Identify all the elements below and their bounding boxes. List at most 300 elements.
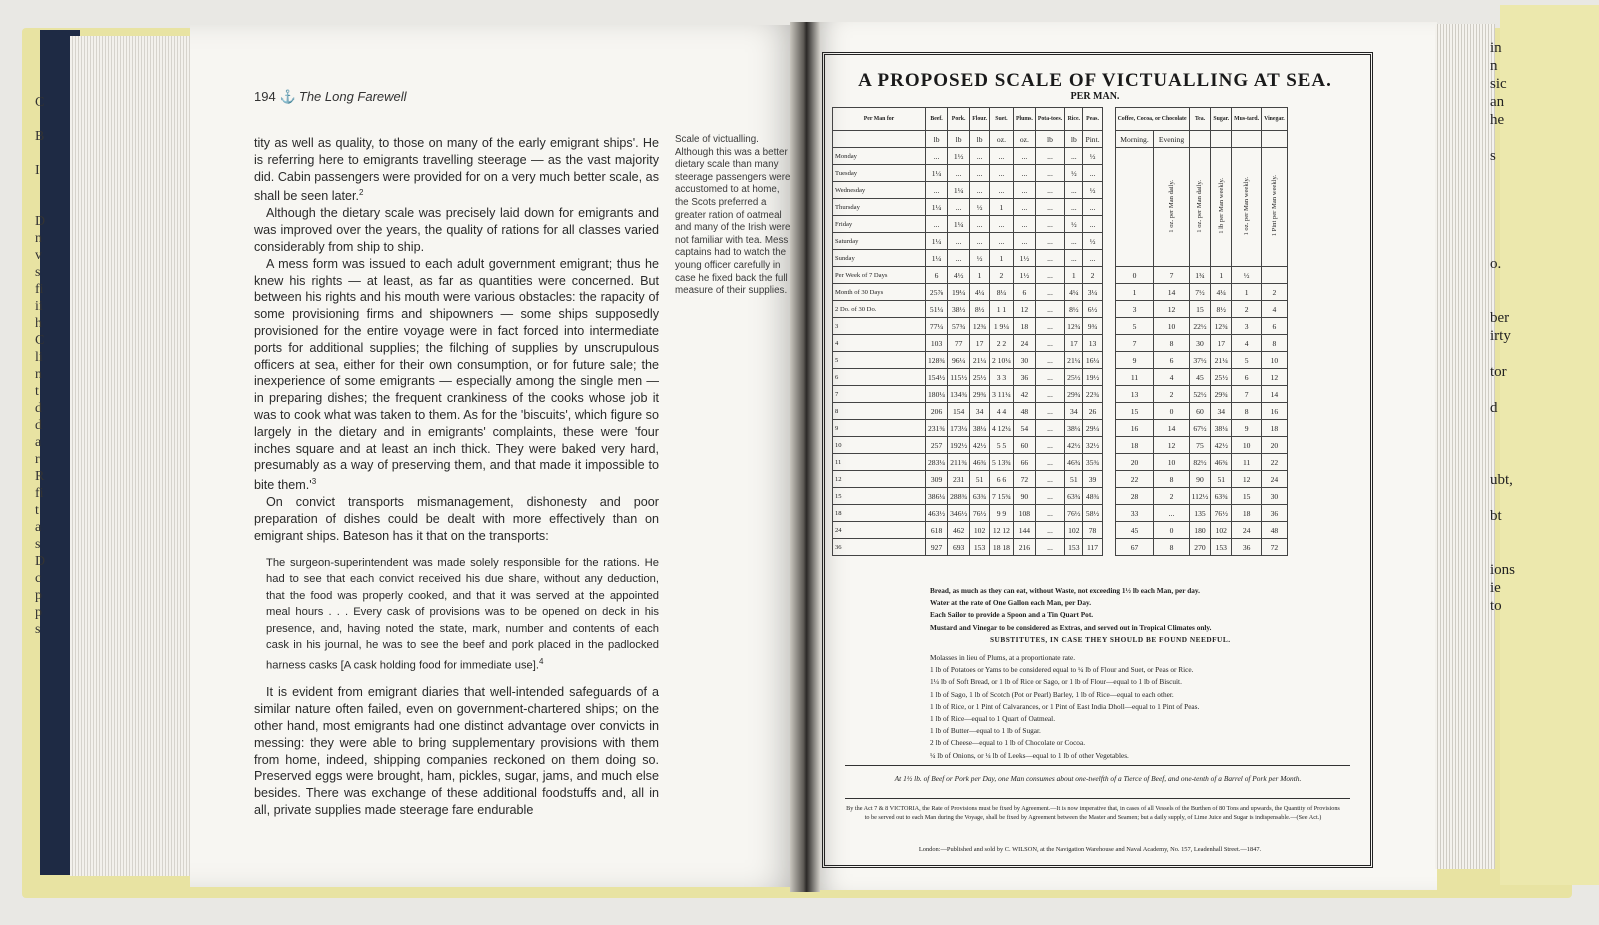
table-cell [1115,148,1154,267]
table-row [833,522,1288,539]
column-gap [1102,250,1115,267]
table-cell: 17 [970,335,990,352]
table-row [833,369,1288,386]
table-cell: 51¼ [926,301,948,318]
table-cell: 211¾ [948,454,970,471]
row-label: Wednesday [833,182,926,199]
cover-text-line [1490,274,1570,292]
column-gap [1102,420,1115,437]
row-label: Saturday [833,233,926,250]
table-cell: 7 [1115,335,1154,352]
cover-text-line: a [35,520,42,535]
column-header: Vinegar. [1262,108,1288,131]
table-cell: 13 [1083,335,1102,352]
table-cell: 283¼ [926,454,948,471]
table-cell: 6 [1262,318,1288,335]
table-cell: 270 [1189,539,1211,556]
cover-text-line: ions [1490,562,1516,578]
table-cell: 52½ [1189,386,1211,403]
substitute-line: 1¼ lb of Soft Bread, or 1 lb of Rice or Sago, or 1 lb of Flour—equal to 1 lb of Biscuit. [930,677,1182,687]
unit-cell [1211,131,1232,148]
table-cell: 38¼ [1065,420,1083,437]
cover-text-line [35,180,55,197]
table-cell: ... [948,165,970,182]
table-cell: ... [970,165,990,182]
table-cell: 15 [1115,403,1154,420]
table-cell: 29¾ [970,386,990,403]
table-cell: 1½ [1013,250,1035,267]
table-cell: 42½ [970,437,990,454]
row-label: Friday [833,216,926,233]
table-cell: 48 [1262,522,1288,539]
sheet-title: A PROPOSED SCALE OF VICTUALLING AT SEA. [858,70,1332,91]
table-cell: 180¼ [926,386,948,403]
table-cell: 1 [1232,284,1262,301]
table-cell: ... [1035,471,1064,488]
table-cell: 103 [926,335,948,352]
table-cell: 9 9 [989,505,1013,522]
table-cell: 12 [1013,301,1035,318]
table-cell: 8¼ [989,284,1013,301]
table-cell: 26 [1083,403,1102,420]
table-row [833,267,1288,284]
table-cell: 257 [926,437,948,454]
substitutes-heading: SUBSTITUTES, IN CASE THEY SHOULD BE FOUND NEEDFUL. [990,634,1231,644]
table-cell: ½ [1083,233,1102,250]
table-cell: 36 [1262,505,1288,522]
table-cell: 21¼ [1065,352,1083,369]
vertical-note-text: 1 lb per Man weekly. [1217,178,1225,234]
table-cell: 8½ [1211,301,1232,318]
page-stack-right [1435,24,1495,869]
substitute-line: 1 lb of Rice, or 1 Pint of Calvarances, or 1 Pint of East India Dholl—equal to 1 Pint of Peas. [930,701,1200,711]
table-cell: 72 [1013,471,1035,488]
table-cell: 2 [1154,488,1189,505]
table-cell: ... [1035,403,1064,420]
table-cell: 30 [1262,488,1288,505]
table-cell: 2 [989,267,1013,284]
table-cell: 8½ [970,301,990,318]
table-cell: 5 13¾ [989,454,1013,471]
table-header-row [833,108,1288,131]
table-cell: 12¾ [970,318,990,335]
table-cell: 42½ [1065,437,1083,454]
table-cell: ... [1035,148,1064,165]
table-cell: 2 [1154,386,1189,403]
cover-text-line [1490,454,1570,472]
table-cell: 75 [1189,437,1211,454]
table-cell: ... [1013,216,1035,233]
cover-text-line: li [35,350,43,365]
table-cell: 13 [1115,386,1154,403]
table-cell: 0 [1115,267,1154,284]
table-cell: ... [948,250,970,267]
paragraph-1-text: tity as well as quality, to those on many of the early emigrant ships'. He is referring here to emigrants travelling steerage — as the vast majority did. Cabin passengers were provided for on a very much better scale, as shall be seen later. [254,136,659,204]
table-cell: 36 [1013,369,1035,386]
table-cell: 66 [1013,454,1035,471]
table-cell: 4½ [948,267,970,284]
cover-text-line [35,112,55,129]
page-number: 194 [254,89,276,104]
substitute-line: 1 lb of Rice—equal to 1 Quart of Oatmeal. [930,714,1056,724]
vertical-note [1154,148,1189,267]
table-units-row [833,131,1288,148]
table-cell: 1 [970,267,990,284]
cover-text-line: ie [1490,580,1501,596]
table-cell: 5 [1115,318,1154,335]
cover-text-line: an [1490,94,1505,110]
vertical-note-text: 1 oz. per Man daily. [1196,179,1204,233]
table-cell: ½ [970,250,990,267]
table-cell: ½ [1065,216,1083,233]
table-cell: ... [1035,216,1064,233]
row-label: Monday [833,148,926,165]
table-cell: 102 [1065,522,1083,539]
table-cell: ... [970,148,990,165]
table-cell: ... [1065,148,1083,165]
unit-cell: lb [970,131,990,148]
quote-text: The surgeon-superintendent was made solely responsible for the rations. He had to see that each convict received his due share, without any deduction, that the food was properly cooked, and that it was served at the appointed meal hours . . . Every cask of provisions was to be opened on deck in his presence, and, having noted the state, mark, number and contents of each cask in his journal, he was to see the beef and pork placed in the padlocked harness casks [A cask holding food for immediate use]. [266,556,659,672]
column-header: Pork. [948,108,970,131]
table-cell: 67½ [1189,420,1211,437]
table-cell: 1 [1115,284,1154,301]
table-cell: 3 11¼ [989,386,1013,403]
table-cell: 42½ [1211,437,1232,454]
table-cell: 6 [1154,352,1189,369]
cover-text-line: t [35,503,39,518]
table-cell: ... [989,182,1013,199]
row-label: 18 [833,505,926,522]
table-cell: 21¼ [970,352,990,369]
table-cell: 21¼ [1211,352,1232,369]
table-cell: 1 [1211,267,1232,284]
column-gap [1102,182,1115,199]
table-cell: 15 [1232,488,1262,505]
cover-text-line [1490,238,1570,256]
table-cell: 386¼ [926,488,948,505]
column-gap [1102,199,1115,216]
table-cell: 33 [1115,505,1154,522]
table-cell: ... [970,233,990,250]
table-cell: ... [1013,165,1035,182]
table-cell: 29¼ [1083,420,1102,437]
column-header: Beef. [926,108,948,131]
cover-text-line [1490,346,1570,364]
table-cell: ... [1035,505,1064,522]
row-label: 5 [833,352,926,369]
column-header: Flour. [970,108,990,131]
table-cell: ... [1035,233,1064,250]
table-cell: 102 [970,522,990,539]
table-cell: 19½ [1083,369,1102,386]
table-cell: 12 [1262,369,1288,386]
table-cell: 18 [1232,505,1262,522]
cover-text-line: tor [1490,364,1507,380]
substitute-line: 2 lb of Cheese—equal to 1 lb of Chocolate or Cocoa. [930,738,1086,748]
footnote-ref: 2 [359,188,364,198]
row-label: 8 [833,403,926,420]
table-cell: 180 [1189,522,1211,539]
table-cell: 1 [989,250,1013,267]
table-cell: 16 [1115,420,1154,437]
table-cell: 9 [1115,352,1154,369]
column-gap [1102,539,1115,556]
table-cell: 20 [1115,454,1154,471]
column-gap [1102,488,1115,505]
table-cell: 25½ [970,369,990,386]
sheet-subtitle: PER MAN. [1070,91,1120,102]
table-cell: ... [1083,216,1102,233]
table-cell: ... [1065,250,1083,267]
table-cell: 38½ [948,301,970,318]
table-cell: 1¼ [926,199,948,216]
table-cell: ... [1083,250,1102,267]
column-gap [1102,148,1115,165]
table-cell: 29¾ [1065,386,1083,403]
table-cell: 112½ [1189,488,1211,505]
column-gap [1102,352,1115,369]
table-cell: 58½ [1083,505,1102,522]
table-cell: 108 [1013,505,1035,522]
table-cell: 4 4 [989,403,1013,420]
column-gap [1102,386,1115,403]
row-label: Month of 30 Days [833,284,926,301]
cover-text-line: ii [35,299,43,314]
table-cell: 4 [1262,301,1288,318]
vertical-note [1262,148,1288,267]
notes-block [930,585,1350,762]
table-cell: 22½ [1189,318,1211,335]
row-label: 10 [833,437,926,454]
table-cell: 3 3 [989,369,1013,386]
column-gap [1102,369,1115,386]
column-gap [1102,471,1115,488]
column-gap [1102,437,1115,454]
table-cell: 4¼ [970,284,990,301]
column-header: Rice. [1065,108,1083,131]
table-cell: 18 18 [989,539,1013,556]
unit-cell [833,131,926,148]
left-cover-letters [35,95,55,639]
table-cell: ½ [1232,267,1262,284]
table-row [833,352,1288,369]
table-cell: 8 [1154,471,1189,488]
table-cell: ... [1035,437,1064,454]
table-cell: 46¾ [1065,454,1083,471]
cover-text-line: t [35,384,39,399]
table-cell: 34 [970,403,990,420]
table-cell: 46¾ [970,454,990,471]
table-cell: 77 [948,335,970,352]
table-cell: 35¾ [1083,454,1102,471]
unit-cell: Pint. [1083,131,1102,148]
table-cell: 60 [1189,403,1211,420]
cover-text-line: C [35,95,45,110]
table-row [833,454,1288,471]
cover-text-line: D [35,554,46,569]
table-cell: ... [926,182,948,199]
table-cell: ... [1035,369,1064,386]
table-cell: 7 15¾ [989,488,1013,505]
table-cell: 216 [1013,539,1035,556]
table-cell: 12¾ [1065,318,1083,335]
substitute-line: 1 lb of Potatoes or Yams to be considered equal to ¼ lb of Flour and Suet, or Peas or Rice. [930,665,1194,675]
column-gap [1102,522,1115,539]
table-cell: 206 [926,403,948,420]
substitute-line: ¼ lb of Onions, or ¼ lb of Leeks—equal to 1 lb of other Vegetables. [930,750,1129,760]
table-cell: 90 [1013,488,1035,505]
table-cell: ... [989,165,1013,182]
table-cell: 90 [1189,471,1211,488]
row-label: 9 [833,420,926,437]
table-cell: 1 [1065,267,1083,284]
column-gap [1102,454,1115,471]
table-cell: 18 [1262,420,1288,437]
unit-cell: lb [948,131,970,148]
vertical-note [1211,148,1232,267]
table-cell: 1 [989,199,1013,216]
table-cell: 24 [1262,471,1288,488]
table-cell: 6 6 [989,471,1013,488]
table-cell: 6 [926,267,948,284]
table-cell: 18 [1115,437,1154,454]
table-cell: 14 [1154,284,1189,301]
table-row [833,386,1288,403]
vertical-note [1189,148,1211,267]
table-cell: 12 [1232,471,1262,488]
table-cell: 1 9¼ [989,318,1013,335]
table-cell: 12¾ [1211,318,1232,335]
cover-text-line [35,146,55,163]
table-cell: 22 [1115,471,1154,488]
page-stack-left [70,36,190,876]
table-cell: 51 [1065,471,1083,488]
table-cell: 96¼ [948,352,970,369]
cover-text-line: ubt, [1490,472,1513,488]
table-cell: 12 [1154,437,1189,454]
table-row [833,148,1288,165]
table-cell: 20 [1262,437,1288,454]
note-line: Bread, as much as they can eat, without Waste, not exceeding 1½ lb each Man, per day. [930,586,1200,595]
column-gap [1102,318,1115,335]
row-label: 7 [833,386,926,403]
table-cell: 3 [1232,318,1262,335]
cover-text-line: s [35,265,41,280]
cover-text-line [1490,166,1570,184]
cover-text-line: R [35,469,45,484]
column-header-corner: Per Man for [833,108,926,131]
table-cell: 7½ [1189,284,1211,301]
table-cell: 3¼ [1083,284,1102,301]
consumption-statement: At 1½ lb. of Beef or Pork per Day, one Man consumes about one-twelfth of a Tierce of Beef, and one-tenth of a Barrel of Pork per Month. [894,774,1302,783]
table-cell: ... [1013,148,1035,165]
table-cell: 2 10¼ [989,352,1013,369]
table-cell: 154 [948,403,970,420]
table-row [833,284,1288,301]
unit-cell [1232,131,1262,148]
cover-text-line: d [35,401,42,416]
paragraph-1 [254,135,659,205]
cover-text-line: B [35,129,45,144]
running-title: The Long Farewell [298,89,407,104]
row-label: 11 [833,454,926,471]
running-head [254,89,407,105]
table-cell: 10 [1154,454,1189,471]
table-cell: 25⅞ [926,284,948,301]
sub-header: Evening [1154,131,1189,148]
table-cell: 60 [1013,437,1035,454]
block-quote [266,555,659,675]
column-gap [1102,131,1115,148]
unit-cell [1262,131,1288,148]
right-cover-letters [1490,40,1570,616]
table-cell: ... [970,216,990,233]
table-cell: 16¼ [1083,352,1102,369]
table-cell: 5 [1232,352,1262,369]
table-cell: 1½ [1013,267,1035,284]
table-cell: 4¼ [1211,284,1232,301]
table-cell: 17 [1065,335,1083,352]
table-cell: 63¾ [970,488,990,505]
cover-text-line [1490,202,1570,220]
table-cell: ... [1035,250,1064,267]
table-cell: ... [970,182,990,199]
table-cell: ... [1013,233,1035,250]
table-cell: 1¼ [948,182,970,199]
table-cell: 128¾ [926,352,948,369]
table-cell: 2 [1083,267,1102,284]
table-cell: ... [948,233,970,250]
table-cell: 4 12¼ [989,420,1013,437]
table-cell: 16 [1262,403,1288,420]
cover-text-line [1490,544,1570,562]
table-cell: 153 [1065,539,1083,556]
imprint: London:—Published and sold by C. WILSON, at the Navigation Warehouse and Naval Academy, No. 157, Leadenhall Street.—1847. [918,846,1262,853]
row-label: Sunday [833,250,926,267]
caption-sidenote: Scale of victualling. Although this was a better dietary scale than many steerage passengers were accustomed to at home, the Scots preferred a greater ration of oatmeal and many of the Irish were not familiar with tea. Mess captains had to watch the young officer carefully in case he fixed back the full measure of their supplies. [675,134,791,297]
sub-header: Morning. [1115,131,1154,148]
table-cell: 9 [1232,420,1262,437]
table-row [833,505,1288,522]
cover-text-line: fi [35,282,44,297]
table-cell: ... [1065,182,1083,199]
substitute-line: 1 lb of Sago, 1 lb of Scotch (Pot or Pearl) Barley, 1 lb of Rice—equal to each other. [930,689,1174,699]
paragraph-3 [254,256,659,494]
table-cell: 25½ [1065,369,1083,386]
table-cell: 463½ [926,505,948,522]
table-cell: 154½ [926,369,948,386]
table-cell: ... [926,216,948,233]
cover-text-line: irty [1490,328,1511,344]
vertical-note-text: 1 Pint per Man weekly. [1270,175,1278,237]
column-header: Suet. [989,108,1013,131]
row-label: 3 [833,318,926,335]
table-cell: 693 [948,539,970,556]
row-label: 2 Do. of 30 Do. [833,301,926,318]
row-label: Tuesday [833,165,926,182]
table-cell: 115½ [948,369,970,386]
table-cell: 5 5 [989,437,1013,454]
table-cell: 231¾ [926,420,948,437]
cover-text-line: c [35,571,42,586]
table-cell: 309 [926,471,948,488]
table-cell: ... [989,148,1013,165]
table-cell: ... [1035,420,1064,437]
table-cell: 11 [1232,454,1262,471]
column-gap [1102,216,1115,233]
table-cell: 1¼ [926,233,948,250]
table-cell: 22¾ [1083,386,1102,403]
